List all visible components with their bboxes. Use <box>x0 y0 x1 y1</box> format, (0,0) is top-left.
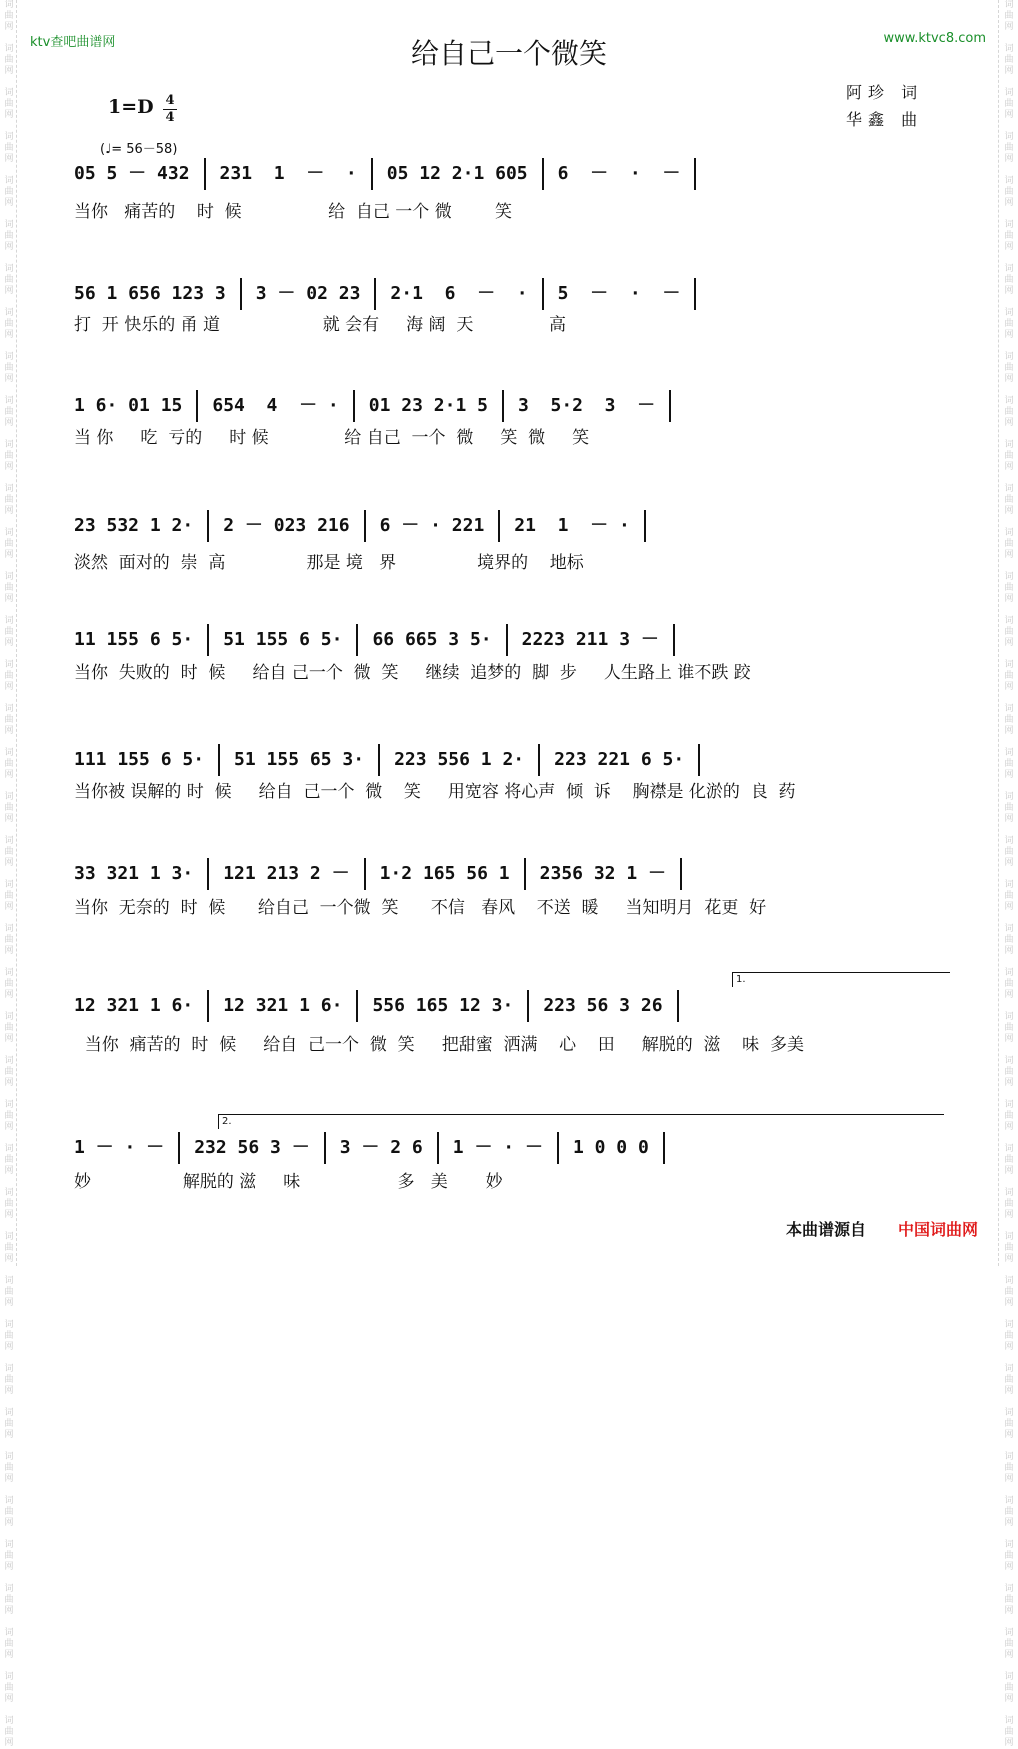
key-signature: 1=D <box>108 96 154 118</box>
source-label: 本曲谱源自 <box>786 1220 867 1239</box>
measure: 1 － · － <box>74 1137 165 1158</box>
measure: 21 1 － · <box>514 515 630 536</box>
bar-line <box>437 1132 439 1164</box>
time-signature-bottom: 4 <box>165 110 175 125</box>
measure: 56 1 656 123 3 <box>74 283 226 304</box>
bar-line <box>378 744 380 776</box>
bar-line <box>207 510 209 542</box>
bar-line <box>218 744 220 776</box>
bar-line <box>542 278 544 310</box>
bar-line <box>694 278 696 310</box>
tempo-marking: (♩= 56－58) <box>100 142 178 157</box>
site-link-left[interactable]: ktv查吧曲谱网 <box>30 35 116 50</box>
bar-line <box>364 858 366 890</box>
measure: 121 213 2 － <box>223 863 350 884</box>
bar-line <box>371 158 373 190</box>
bar-line <box>557 1132 559 1164</box>
source-link[interactable]: 中国词曲网 <box>898 1220 979 1239</box>
lyrics-row: 打 开 快乐的 甬 道 就 会有 海 阔 天 高 <box>74 315 566 335</box>
notation-row <box>74 1132 954 1164</box>
left-border-line <box>16 0 17 1266</box>
measure: 3 5·2 3 － <box>517 395 656 416</box>
notation-row <box>74 158 954 190</box>
lyrics-row: 当你 无奈的 时 候 给自己 一个微 笑 不信 春风 不送 暖 当知明月 花更 好 <box>74 898 767 918</box>
bar-line <box>673 624 675 656</box>
measure: 2 － 023 216 <box>223 515 350 536</box>
volta-second-ending: 2. <box>218 1114 944 1129</box>
bar-line <box>524 858 526 890</box>
measure: 51 155 65 3· <box>234 749 365 770</box>
bar-line <box>356 990 358 1022</box>
bar-line <box>680 858 682 890</box>
time-signature-top: 4 <box>165 93 175 108</box>
measure: 51 155 6 5· <box>223 629 343 650</box>
measure: 33 321 1 3· <box>74 863 194 884</box>
measure: 12 321 1 6· <box>74 995 194 1016</box>
lyrics-row: 当 你 吃 亏的 时 候 给 自己 一个 微 笑 微 笑 <box>74 428 590 448</box>
measure: 5 － · － <box>557 283 681 304</box>
notation-row <box>74 744 954 776</box>
measure: 556 165 12 3· <box>372 995 514 1016</box>
bar-line <box>677 990 679 1022</box>
measure: 231 1 － · <box>219 163 357 184</box>
measure: 2·1 6 － · <box>390 283 528 304</box>
measure: 2223 211 3 － <box>521 629 659 650</box>
bar-line <box>502 390 504 422</box>
notation-row <box>74 278 954 310</box>
bar-line <box>644 510 646 542</box>
lyrics-row: 当你 失败的 时 候 给自 己一个 微 笑 继续 追梦的 脚 步 人生路上 谁不跌 跤 <box>74 663 751 683</box>
measure: 223 556 1 2· <box>394 749 525 770</box>
notation-row <box>74 990 954 1022</box>
notation-row <box>74 510 954 542</box>
bar-line <box>527 990 529 1022</box>
notation-row <box>74 624 954 656</box>
site-link-right[interactable]: www.ktvc8.com <box>883 31 986 46</box>
left-border-watermark: 词 曲 网 词 曲 网 词 曲 网 词 曲 网 词 曲 网 词 曲 网 词 曲 网 词 曲 网 词 曲 网 词 曲 网 词 曲 网 词 曲 网 词 曲 网 词 曲 网 词 曲 网 词 曲 网 词 曲 网 词 曲 网 词 曲 网 词 曲 网 词 曲 网 词 曲 网 词 曲 网 词 曲 网 词 曲 网 词 曲 网 词 曲 网 词 曲 网 词 曲 网 词 曲 网 词 曲 网 词 曲 网 词 曲 网 词 曲 网 词 曲 网 词 曲 网 词 曲 网 词 曲 网 词 曲 网 词 曲 网 <box>4 0 14 1748</box>
measure: 1 6· 01 15 <box>74 395 183 416</box>
measure: 6 － · － <box>557 163 681 184</box>
measure: 66 665 3 5· <box>372 629 492 650</box>
measure: 12 321 1 6· <box>223 995 343 1016</box>
lyrics-row: 当你 痛苦的 时 候 给自 己一个 微 笑 把甜蜜 洒满 心 田 解脱的 滋 味 多美 <box>74 1035 804 1055</box>
measure: 2356 32 1 － <box>539 863 667 884</box>
right-border-line <box>998 0 999 1266</box>
notation-row <box>74 390 954 422</box>
measure: 05 12 2·1 605 <box>386 163 528 184</box>
bar-line <box>694 158 696 190</box>
bar-line <box>506 624 508 656</box>
lyricist-credit: 阿珍 词 <box>846 83 924 102</box>
bar-line <box>353 390 355 422</box>
bar-line <box>324 1132 326 1164</box>
bar-line <box>240 278 242 310</box>
bar-line <box>207 624 209 656</box>
measure: 654 4 － · <box>212 395 339 416</box>
measure: 232 56 3 － <box>194 1137 310 1158</box>
song-title: 给自己一个微笑 <box>410 37 607 70</box>
lyrics-row: 妙 解脱的 滋 味 多 美 妙 <box>74 1172 503 1192</box>
composer-credit: 华鑫 曲 <box>846 110 924 129</box>
measure: 1 － · － <box>452 1137 543 1158</box>
bar-line <box>542 158 544 190</box>
measure: 6 － · 221 <box>379 515 485 536</box>
bar-line <box>356 624 358 656</box>
measure: 111 155 6 5· <box>74 749 205 770</box>
measure: 223 221 6 5· <box>554 749 685 770</box>
bar-line <box>498 510 500 542</box>
measure: 3 － 2 6 <box>339 1137 423 1158</box>
lyrics-row: 淡然 面对的 崇 高 那是 境 界 境界的 地标 <box>74 553 584 573</box>
measure: 23 532 1 2· <box>74 515 194 536</box>
measure: 01 23 2·1 5 <box>368 395 488 416</box>
time-signature <box>163 94 177 125</box>
measure: 3 － 02 23 <box>255 283 361 304</box>
bar-line <box>207 990 209 1022</box>
measure: 223 56 3 26 <box>543 995 663 1016</box>
bar-line <box>207 858 209 890</box>
bar-line <box>374 278 376 310</box>
bar-line <box>669 390 671 422</box>
notation-row <box>74 858 954 890</box>
lyrics-row: 当你 痛苦的 时 候 给 自己 一个 微 笑 <box>74 202 512 222</box>
volta-first-ending: 1. <box>732 972 950 987</box>
bar-line <box>196 390 198 422</box>
bar-line <box>538 744 540 776</box>
bar-line <box>663 1132 665 1164</box>
measure: 11 155 6 5· <box>74 629 194 650</box>
measure: 05 5 － 432 <box>74 163 190 184</box>
measure: 1·2 165 56 1 <box>379 863 510 884</box>
bar-line <box>178 1132 180 1164</box>
measure: 1 0 0 0 <box>572 1137 649 1158</box>
lyrics-row: 当你被 误解的 时 候 给自 己一个 微 笑 用宽容 将心声 倾 诉 胸襟是 化淤的 良 药 <box>74 782 796 802</box>
bar-line <box>204 158 206 190</box>
bar-line <box>698 744 700 776</box>
bar-line <box>364 510 366 542</box>
right-border-watermark: 词 曲 网 词 曲 网 词 曲 网 词 曲 网 词 曲 网 词 曲 网 词 曲 网 词 曲 网 词 曲 网 词 曲 网 词 曲 网 词 曲 网 词 曲 网 词 曲 网 词 曲 网 词 曲 网 词 曲 网 词 曲 网 词 曲 网 词 曲 网 词 曲 网 词 曲 网 词 曲 网 词 曲 网 词 曲 网 词 曲 网 词 曲 网 词 曲 网 词 曲 网 词 曲 网 词 曲 网 词 曲 网 词 曲 网 词 曲 网 词 曲 网 词 曲 网 词 曲 网 词 曲 网 词 曲 网 词 曲 网 <box>1004 0 1014 1748</box>
